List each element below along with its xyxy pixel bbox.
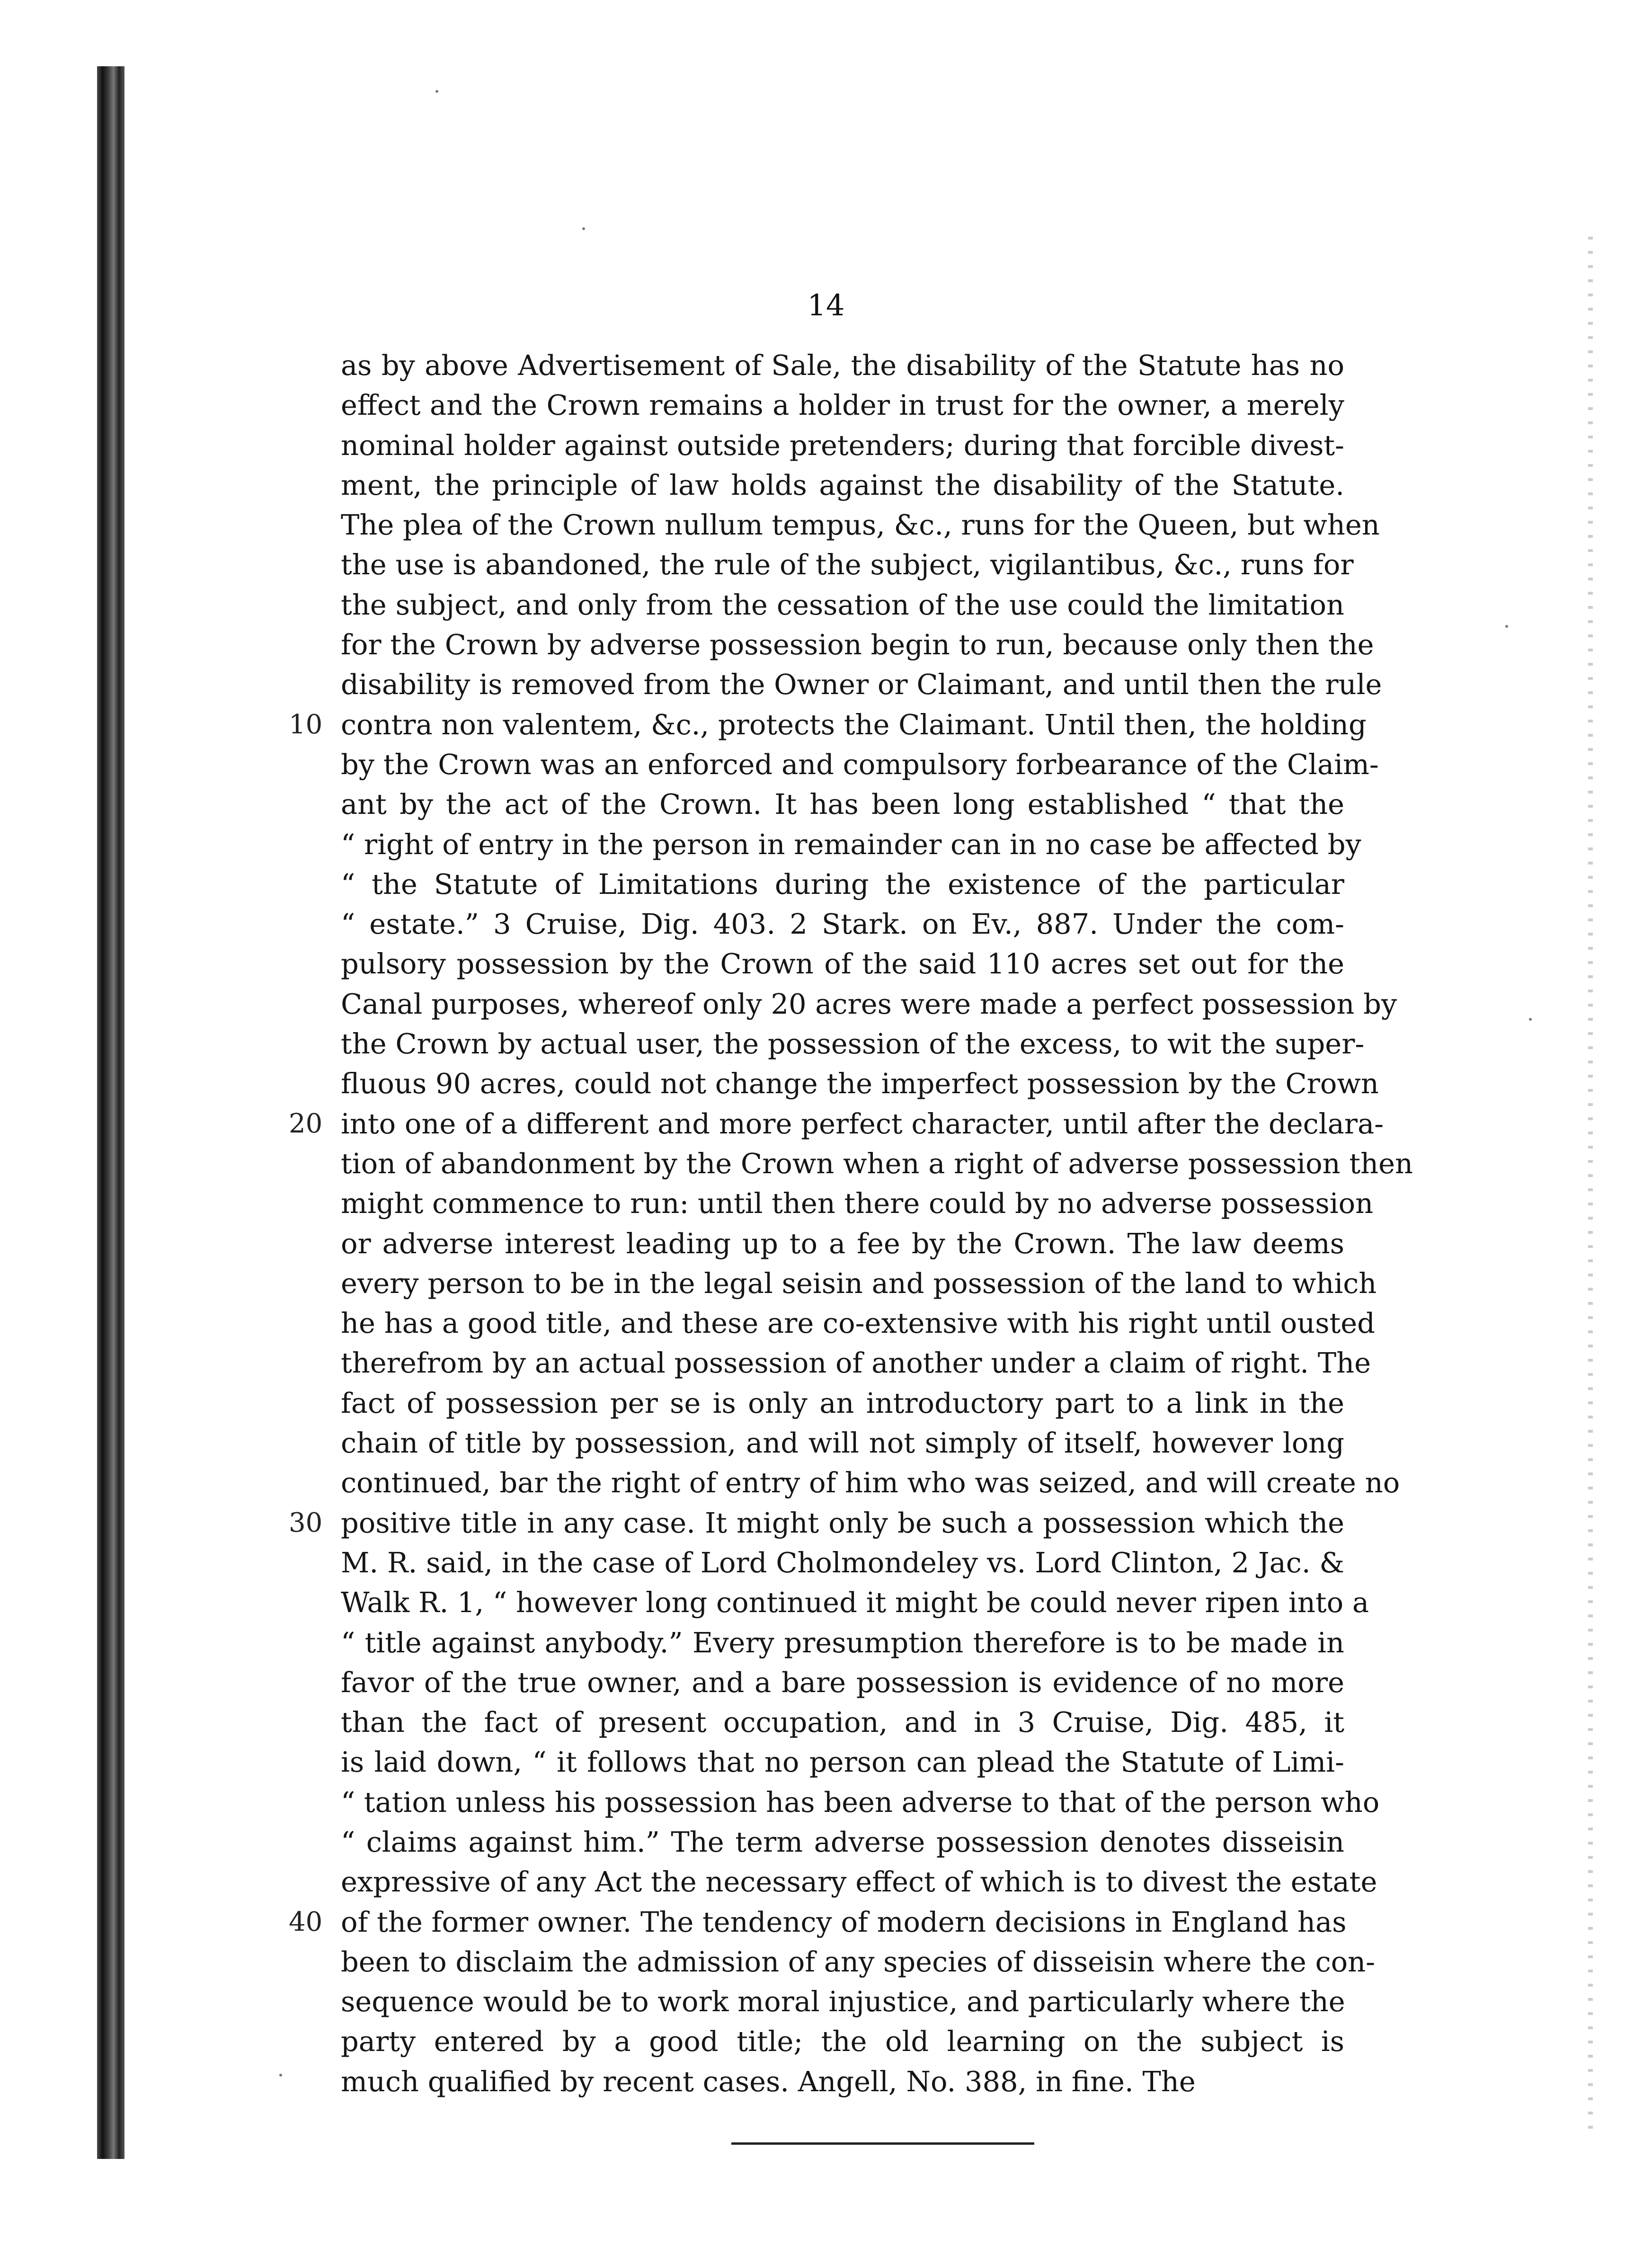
text-line: [341, 1264, 1377, 1303]
line-text: might commence to run: until then there could by no adverse possession: [341, 1187, 1374, 1220]
text-line: [289, 1503, 1344, 1543]
text-line: [341, 1303, 1375, 1343]
text-line: [341, 2022, 1344, 2061]
line-text: been to disclaim the admission of any species of disseisin where the con-: [341, 1945, 1376, 1978]
line-text: Canal purposes, whereof only 20 acres were made a perfect possession by: [341, 987, 1397, 1020]
line-text: therefrom by an actual possession of another under a claim of right. The: [341, 1346, 1371, 1380]
text-line: [341, 1024, 1365, 1064]
text-line: [341, 785, 1344, 824]
binding-edge: [97, 66, 124, 2159]
text-line: [341, 385, 1344, 425]
scan-speck: [582, 227, 585, 230]
body-text: [289, 346, 1413, 2102]
line-text: than the fact of present occupation, and in 3 Cruise, Dig. 485, it: [341, 1706, 1344, 1739]
line-text: nominal holder against outside pretenders; during that forcible divest-: [341, 428, 1344, 462]
text-line: [341, 1822, 1344, 1862]
line-text: disability is removed from the Owner or Claimant, and until then the rule: [341, 668, 1382, 701]
text-line: [341, 1064, 1379, 1104]
line-text: the subject, and only from the cessation of the use could the limitation: [341, 588, 1344, 621]
text-line: [341, 904, 1344, 944]
line-text: ment, the principle of law holds against the disability of the Statute.: [341, 468, 1344, 501]
line-text: “ title against anybody.” Every presumption therefore is to be made in: [341, 1626, 1344, 1659]
line-text: for the Crown by adverse possession begin to run, because only then the: [341, 628, 1374, 661]
line-number: 40: [289, 1906, 323, 1937]
text-line: [341, 1742, 1344, 1782]
line-text: by the Crown was an enforced and compulsory forbearance of the Claim-: [341, 748, 1379, 781]
line-text: into one of a different and more perfect character, until after the declara-: [341, 1107, 1384, 1140]
text-line: [341, 1423, 1344, 1463]
line-text: he has a good title, and these are co-extensive with his right until ousted: [341, 1307, 1375, 1340]
text-line: [341, 665, 1382, 704]
text-line: [341, 505, 1380, 545]
line-text: “ claims against him.” The term adverse possession denotes disseisin: [341, 1825, 1344, 1858]
text-line: [341, 745, 1379, 785]
line-text: positive title in any case. It might only be such a possession which the: [341, 1506, 1344, 1539]
text-line: [289, 1902, 1347, 1942]
text-line: [341, 1623, 1344, 1663]
line-text: chain of title by possession, and will not simply of itself, however long: [341, 1427, 1344, 1460]
line-text: every person to be in the legal seisin and possession of the land to which: [341, 1266, 1377, 1300]
scan-speck: [279, 2074, 282, 2077]
text-line: [341, 825, 1361, 865]
text-line: [341, 346, 1344, 385]
line-text: of the former owner. The tendency of modern decisions in England has: [341, 1905, 1347, 1938]
line-text: fact of possession per se is only an introductory part to a link in the: [341, 1386, 1344, 1419]
text-line: [289, 705, 1367, 745]
text-line: [341, 585, 1344, 625]
text-line: [341, 1783, 1380, 1822]
line-text: or adverse interest leading up to a fee by the Crown. The law deems: [341, 1227, 1344, 1260]
line-text: “ estate.” 3 Cruise, Dig. 403. 2 Stark. on Ev., 887. Under the com-: [341, 908, 1344, 941]
line-text: sequence would be to work moral injustice, and particularly where the: [341, 1985, 1345, 2018]
line-text: M. R. said, in the case of Lord Cholmondeley vs. Lord Clinton, 2 Jac. &: [341, 1546, 1344, 1579]
line-number: 30: [289, 1507, 323, 1538]
line-text: much qualified by recent cases. Angell, No. 388, in fine. The: [341, 2065, 1196, 2098]
line-number: 20: [289, 1108, 323, 1139]
line-text: as by above Advertisement of Sale, the disability of the Statute has no: [341, 349, 1344, 382]
text-line: [289, 1104, 1384, 1144]
text-line: [341, 865, 1344, 904]
page-number: 14: [807, 288, 845, 322]
line-text: The plea of the Crown nullum tempus, &c., runs for the Queen, but when: [341, 508, 1380, 542]
scan-speck: [435, 90, 438, 93]
text-line: [341, 1463, 1400, 1503]
text-line: [341, 1942, 1376, 1982]
text-line: [341, 1343, 1371, 1383]
line-text: fluous 90 acres, could not change the imperfect possession by the Crown: [341, 1067, 1379, 1100]
bottom-rule: [731, 2142, 1034, 2145]
text-line: [341, 984, 1397, 1024]
text-line: [341, 1663, 1344, 1703]
line-text: favor of the true owner, and a bare possession is evidence of no more: [341, 1666, 1344, 1699]
text-line: [341, 1383, 1344, 1423]
scan-speck: [1505, 625, 1508, 628]
line-text: effect and the Crown remains a holder in trust for the owner, a merely: [341, 389, 1344, 422]
line-text: continued, bar the right of entry of him who was seized, and will create no: [341, 1466, 1400, 1499]
text-line: [341, 1224, 1344, 1264]
text-line: [341, 465, 1344, 505]
line-text: expressive of any Act the necessary effect of which is to divest the estate: [341, 1865, 1377, 1899]
line-text: “ tation unless his possession has been adverse to that of the person who: [341, 1785, 1380, 1819]
line-text: the Crown by actual user, the possession of the excess, to wit the super-: [341, 1027, 1365, 1061]
text-line: [341, 1982, 1344, 2022]
line-text: “ right of entry in the person in remainder can in no case be affected by: [341, 828, 1361, 861]
line-text: pulsory possession by the Crown of the said 110 acres set out for the: [341, 947, 1344, 981]
text-line: [341, 1583, 1369, 1623]
line-text: contra non valentem, &c., protects the Claimant. Until then, the holding: [341, 708, 1367, 741]
line-text: ant by the act of the Crown. It has been long established “ that the: [341, 788, 1344, 821]
text-line: [341, 1703, 1344, 1742]
text-line: [341, 1862, 1377, 1902]
text-line: [341, 625, 1374, 665]
text-line: [341, 545, 1354, 585]
line-text: tion of abandonment by the Crown when a right of adverse possession then: [341, 1147, 1413, 1180]
line-text: Walk R. 1, “ however long continued it might be could never ripen into a: [341, 1586, 1369, 1619]
line-number: 10: [289, 709, 323, 740]
line-text: the use is abandoned, the rule of the subject, vigilantibus, &c., runs for: [341, 548, 1354, 581]
text-line: [341, 1184, 1374, 1223]
page-edge-marks: [1588, 237, 1593, 2131]
line-text: party entered by a good title; the old learning on the subject is: [341, 2025, 1344, 2058]
text-line: [341, 1144, 1413, 1184]
text-line: [341, 944, 1344, 984]
text-line: [341, 1543, 1344, 1583]
line-text: is laid down, “ it follows that no person can plead the Statute of Limi-: [341, 1746, 1344, 1779]
text-line: [341, 426, 1344, 465]
line-text: “ the Statute of Limitations during the existence of the particular: [341, 867, 1344, 901]
scan-speck: [1529, 1018, 1532, 1021]
text-line: [341, 2062, 1344, 2102]
